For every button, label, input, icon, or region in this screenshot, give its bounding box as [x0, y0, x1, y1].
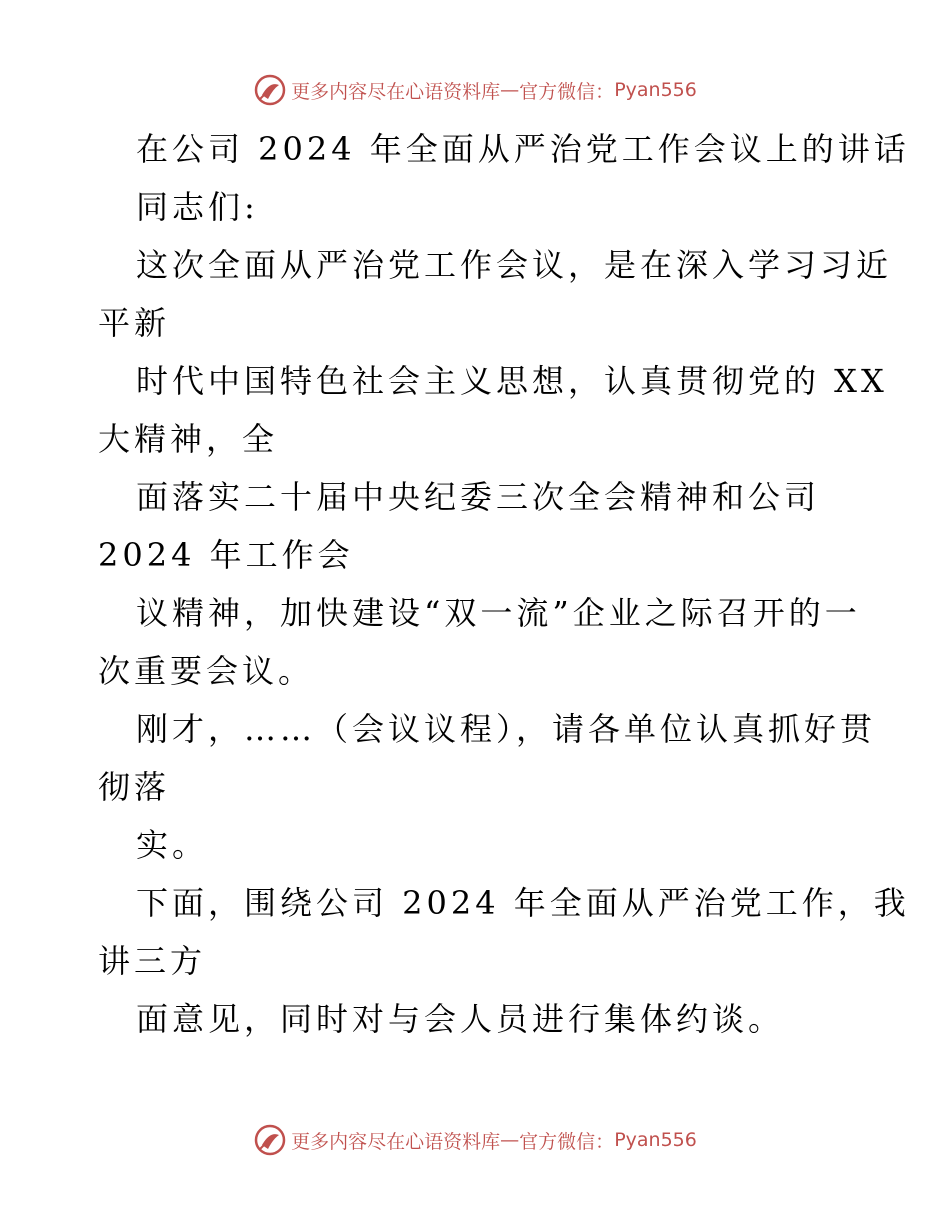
- body-line: 议精神，加快建设“双一流”企业之际召开的一: [136, 594, 861, 632]
- body-line: 次重要会议。: [98, 652, 315, 690]
- document-title: 在公司 2024 年全面从严治党工作会议上的讲话: [136, 130, 910, 168]
- body-line: 面落实二十届中央纪委三次全会精神和公司: [136, 478, 821, 516]
- watermark-wechat-id: Pyan556: [614, 79, 697, 101]
- watermark-library-text: 更多内容尽在心语资料库: [291, 1130, 501, 1153]
- watermark-dash: —: [500, 79, 520, 101]
- body-line: 实。: [136, 826, 209, 864]
- body-line: 大精神，全: [98, 420, 279, 458]
- library-logo-icon: [253, 73, 287, 107]
- body-line: 这次全面从严治党工作会议，是在深入学习习近: [136, 246, 893, 284]
- body-line: 下面，围绕公司 2024 年全面从严治党工作，我: [136, 884, 910, 922]
- watermark-dash: —: [500, 1129, 520, 1151]
- watermark-footer: [0, 1120, 950, 1160]
- salutation: 同志们:: [136, 188, 259, 226]
- watermark-wechat-label: 官方微信：: [519, 80, 615, 103]
- body-line: 平新: [98, 304, 171, 342]
- watermark-library-text: 更多内容尽在心语资料库: [291, 80, 501, 103]
- body-line: 时代中国特色社会主义思想，认真贯彻党的 XX: [136, 362, 888, 400]
- library-logo-icon: [253, 1123, 287, 1157]
- body-line: 讲三方: [98, 942, 207, 980]
- watermark-wechat-id: Pyan556: [614, 1129, 697, 1151]
- body-line: 彻落: [98, 768, 171, 806]
- watermark-wechat-label: 官方微信：: [519, 1130, 615, 1153]
- watermark-header: [0, 70, 950, 110]
- body-line: 2024 年工作会: [98, 536, 354, 574]
- body-line: 面意见，同时对与会人员进行集体约谈。: [136, 1000, 785, 1038]
- body-line: 刚才，……（会议议程），请各单位认真抓好贯: [136, 710, 877, 748]
